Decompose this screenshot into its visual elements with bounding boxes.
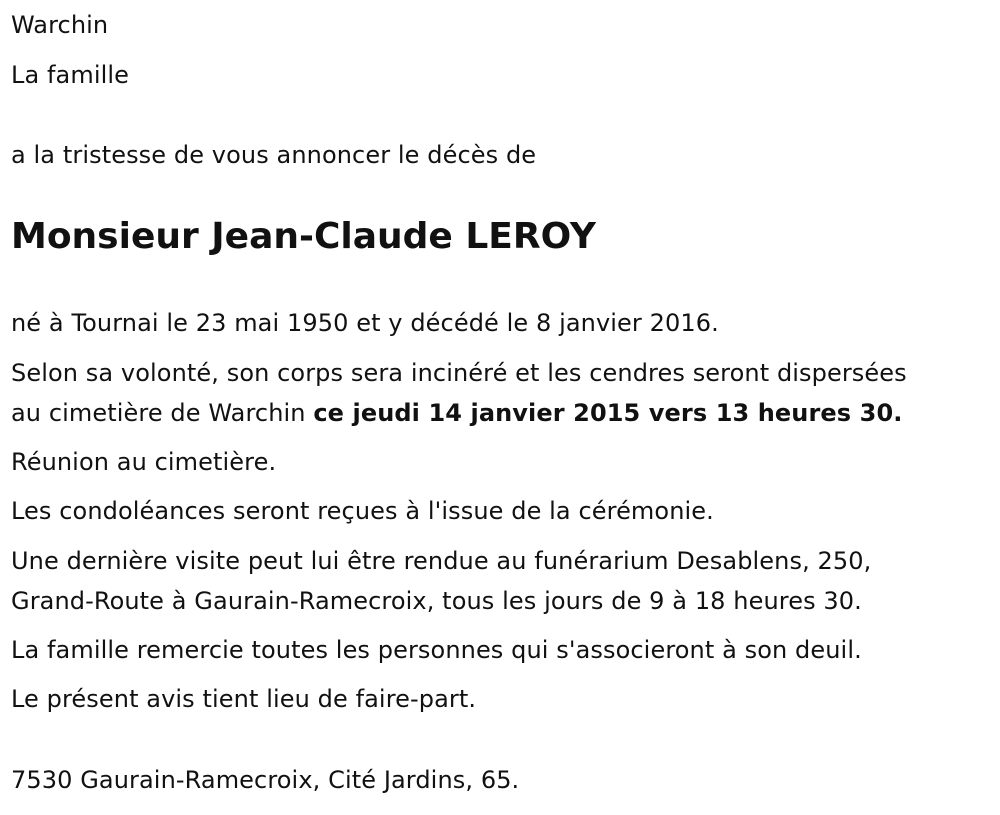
thanks-line: La famille remercie toutes les personnes qui s'associeront à son deuil. [11, 636, 862, 664]
announcement-line: a la tristesse de vous annoncer le décès de [11, 141, 537, 169]
visit-line-2: Grand-Route à Gaurain-Ramecroix, tous les jours de 9 à 18 heures 30. [11, 587, 862, 615]
condolences-line: Les condoléances seront reçues à l'issue de la cérémonie. [11, 497, 714, 525]
cremation-line-2 [11, 393, 902, 433]
family-line: La famille [11, 61, 130, 89]
address-line: 7530 Gaurain-Ramecroix, Cité Jardins, 65. [11, 766, 520, 794]
cremation-date-time: ce jeudi 14 janvier 2015 vers 13 heures 30. [313, 399, 903, 427]
place-heading: Warchin [11, 11, 109, 39]
visit-line-1: Une dernière visite peut lui être rendue au funérarium Desablens, 250, [11, 547, 872, 575]
meeting-line: Réunion au cimetière. [11, 448, 277, 476]
deceased-name: Monsieur Jean-Claude LEROY [11, 216, 596, 257]
notice-line: Le présent avis tient lieu de faire-part. [11, 685, 477, 713]
birth-death-line: né à Tournai le 23 mai 1950 et y décédé le 8 janvier 2016. [11, 309, 719, 337]
cremation-location: au cimetière de Warchin [11, 399, 314, 427]
cremation-line-1: Selon sa volonté, son corps sera incinéré et les cendres seront dispersées [11, 359, 907, 387]
